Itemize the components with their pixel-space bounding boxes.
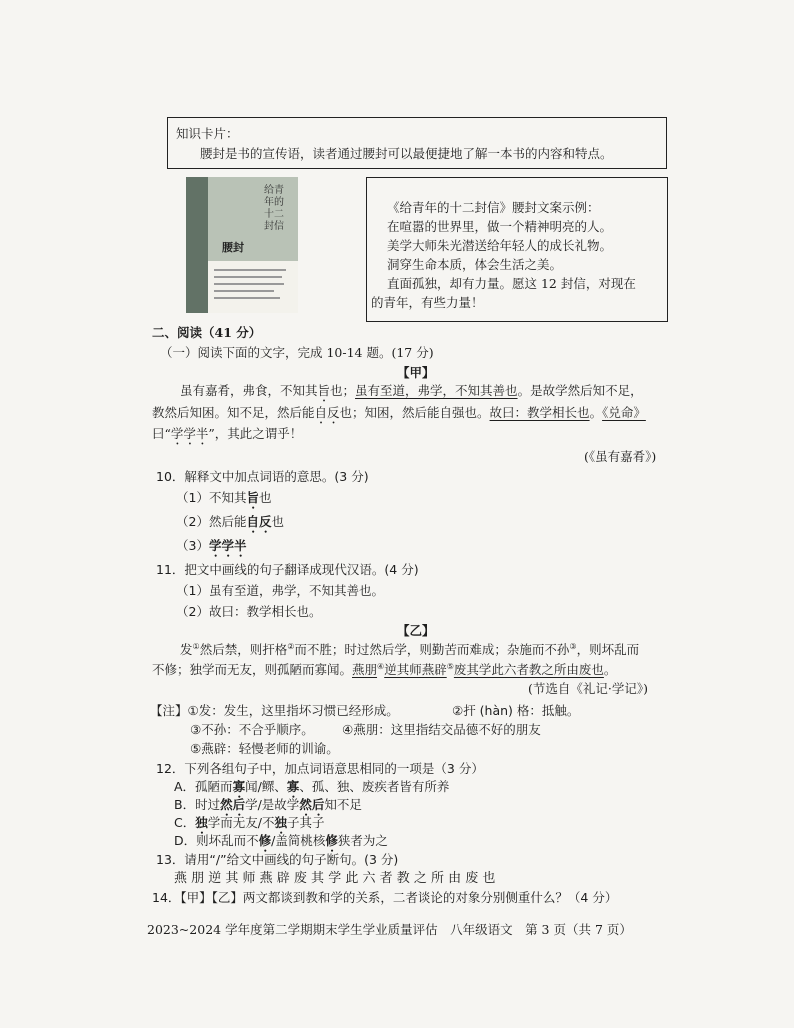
book-band-label: 腰封 — [222, 241, 244, 254]
text-yi-line1 — [180, 638, 639, 659]
knowledge-card-box — [167, 117, 667, 169]
text-jia-line2 — [152, 404, 646, 427]
text-segment: 曰“ — [152, 426, 171, 441]
dotted-word: 寡 — [232, 779, 246, 794]
text-jia-line1 — [180, 382, 643, 405]
band-text-line — [214, 297, 280, 299]
text-segment: 、孤、独、废疾者皆有所养 — [299, 779, 450, 794]
text-jia-line3 — [152, 425, 302, 448]
book-cover-image — [186, 177, 298, 313]
text-segment: 而不胜；时过然后学，则勤苦而难成；杂施而不孙 — [294, 642, 570, 658]
text-segment: C． — [174, 815, 196, 830]
text-segment: 虽有嘉肴，弗食，不知其 — [180, 383, 318, 398]
text-segment: 发 — [180, 642, 193, 658]
text-segment: 。 — [603, 662, 617, 678]
text-segment: 狭者为之 — [337, 833, 388, 848]
example-line: 《给青年的十二封信》腰封文案示例： — [387, 200, 600, 215]
underlined-title: 《兑命》 — [602, 405, 646, 420]
band-text-line — [214, 290, 274, 292]
underlined-sentence: 废其学此六者教之所由废也 — [453, 662, 604, 678]
waist-band-example-box — [366, 177, 668, 322]
text-segment: 。是故学然后知不足， — [517, 383, 643, 398]
dotted-word: 旨 — [246, 490, 259, 505]
question-10-item3 — [176, 537, 246, 560]
underlined-sentence: 故曰：教学相长也 — [489, 405, 590, 420]
text-yi-source: (节选自《礼记·学记》) — [528, 681, 648, 696]
text-segment: B．时过 — [174, 797, 221, 812]
text-yi-line2 — [152, 658, 616, 679]
text-segment: 知不足 — [324, 797, 362, 812]
text-yi-label: 【乙】 — [397, 623, 435, 638]
text-segment: ，则坏乱而 — [576, 642, 640, 658]
dotted-word: 学学半 — [170, 426, 209, 441]
text-segment: 也；知困，然后能自强也。 — [339, 405, 490, 420]
notes-line2a: ③不孙：不合乎顺序。 — [190, 722, 314, 737]
dotted-word: 自反 — [314, 405, 340, 420]
notes-line1b: ②扞 (hàn) 格：抵触。 — [452, 703, 580, 718]
example-line: 在喧嚣的世界里，做一个精神明亮的人。 — [387, 219, 613, 234]
dotted-word: 修 — [325, 833, 338, 848]
dotted-word: 然后 — [299, 797, 325, 812]
text-segment: 学而无友/不 — [207, 815, 275, 830]
text-jia-source: (《虽有嘉肴》) — [584, 449, 657, 464]
footnote-marker: ③ — [569, 642, 577, 651]
underlined-sentence: 逆其师燕辟 — [384, 662, 447, 678]
notes-line1a: 【注】①发：发生，这里指坏习惯已经形成。 — [150, 703, 399, 718]
text-segment: 也； — [330, 383, 356, 398]
question-11-item1: （1）虽有至道，弗学，不知其善也。 — [176, 583, 384, 598]
example-line: 的青年，有些力量！ — [371, 295, 484, 310]
section-heading: 二、阅读（41 分） — [152, 325, 262, 340]
question-10-stem: 10．解释文中加点词语的意思。(3 分) — [156, 469, 369, 484]
text-segment: A．孤陋而 — [174, 779, 233, 794]
knowledge-card-text: 腰封是书的宣传语，读者通过腰封可以最便捷地了解一本书的内容和特点。 — [200, 146, 613, 161]
text-segment: 闻/鳏、 — [245, 779, 287, 794]
page-footer: 2023~2024 学年度第二学期期末学生学业质量评估 八年级语文 第 3 页（共 7 页） — [147, 922, 632, 937]
knowledge-card-title: 知识卡片： — [176, 126, 239, 141]
example-line: 直面孤独，却有力量。愿这 12 封信，对现在 — [387, 276, 636, 291]
band-text-line — [214, 276, 282, 278]
text-jia-label: 【甲】 — [397, 365, 435, 380]
example-line: 美学大师朱光潜送给年轻人的成长礼物。 — [387, 238, 613, 253]
book-spine — [186, 177, 208, 313]
dotted-word: 学学半 — [208, 538, 247, 553]
text-segment: D．则坏乱而不 — [174, 833, 259, 848]
dotted-word: 独 — [195, 815, 208, 830]
dotted-word: 修 — [258, 833, 272, 848]
underlined-sentence: 虽有至道，弗学，不知其善也 — [355, 383, 518, 398]
footnote-marker: ④ — [377, 662, 385, 671]
text-segment: /盖简桃核 — [271, 833, 326, 848]
band-text-line — [214, 269, 286, 271]
text-segment: （3） — [176, 538, 209, 553]
text-segment: （2）然后能 — [176, 514, 247, 529]
question-13-stem: 13．请用“/”给文中画线的句子断句。(3 分) — [156, 852, 399, 867]
question-12-stem: 12．下列各组句子中，加点词语意思相同的一项是（3 分） — [156, 761, 484, 776]
text-segment: 教然后知困。知不足，然后能 — [152, 405, 315, 420]
text-segment: 不修；独学而无友，则孤陋而寡闻。 — [152, 662, 353, 678]
text-segment: 学/是故学 — [245, 797, 300, 812]
question-11-stem: 11．把文中画线的句子翻译成现代汉语。(4 分) — [156, 562, 419, 577]
footnote-marker: ② — [287, 642, 295, 651]
notes-line2b: ④燕朋：这里指结交品德不好的朋友 — [342, 722, 541, 737]
dotted-word: 寡 — [286, 779, 300, 794]
notes-line3: ⑤燕辟：轻慢老师的训谕。 — [190, 741, 339, 756]
question-13-sentence: 燕 朋 逆 其 师 燕 辟 废 其 学 此 六 者 教 之 所 由 废 也 — [174, 871, 496, 886]
underlined-sentence: 燕朋 — [352, 662, 378, 678]
book-title-vertical: 给青年的十二封信 — [264, 185, 284, 232]
text-segment: ”，其此之谓乎！ — [208, 426, 303, 441]
text-segment: 。 — [589, 405, 603, 420]
text-segment: 也 — [258, 490, 272, 505]
dotted-word: 旨 — [317, 383, 331, 398]
example-line: 洞穿生命本质，体会生活之美。 — [387, 257, 563, 272]
question-10-item2 — [176, 513, 284, 536]
dotted-word: 独 — [274, 815, 287, 830]
text-segment: 然后禁，则扞格 — [199, 642, 288, 658]
text-segment: （1）不知其 — [176, 490, 247, 505]
dotted-word: 自反 — [246, 514, 272, 529]
question-10-item1 — [176, 489, 271, 512]
footnote-marker: ① — [192, 642, 200, 651]
question-11-item2: （2）故曰：教学相长也。 — [176, 604, 322, 619]
part-instruction: （一）阅读下面的文字，完成 10-14 题。(17 分) — [160, 345, 434, 360]
footnote-marker: ⑤ — [446, 662, 454, 671]
band-text-line — [214, 283, 284, 285]
question-14-stem: 14．【甲】【乙】两文都谈到教和学的关系，二者谈论的对象分别侧重什么？（4 分） — [152, 890, 618, 905]
text-segment: 也 — [271, 514, 284, 529]
text-segment: 子其子 — [286, 815, 325, 830]
dotted-word: 然后 — [220, 797, 246, 812]
